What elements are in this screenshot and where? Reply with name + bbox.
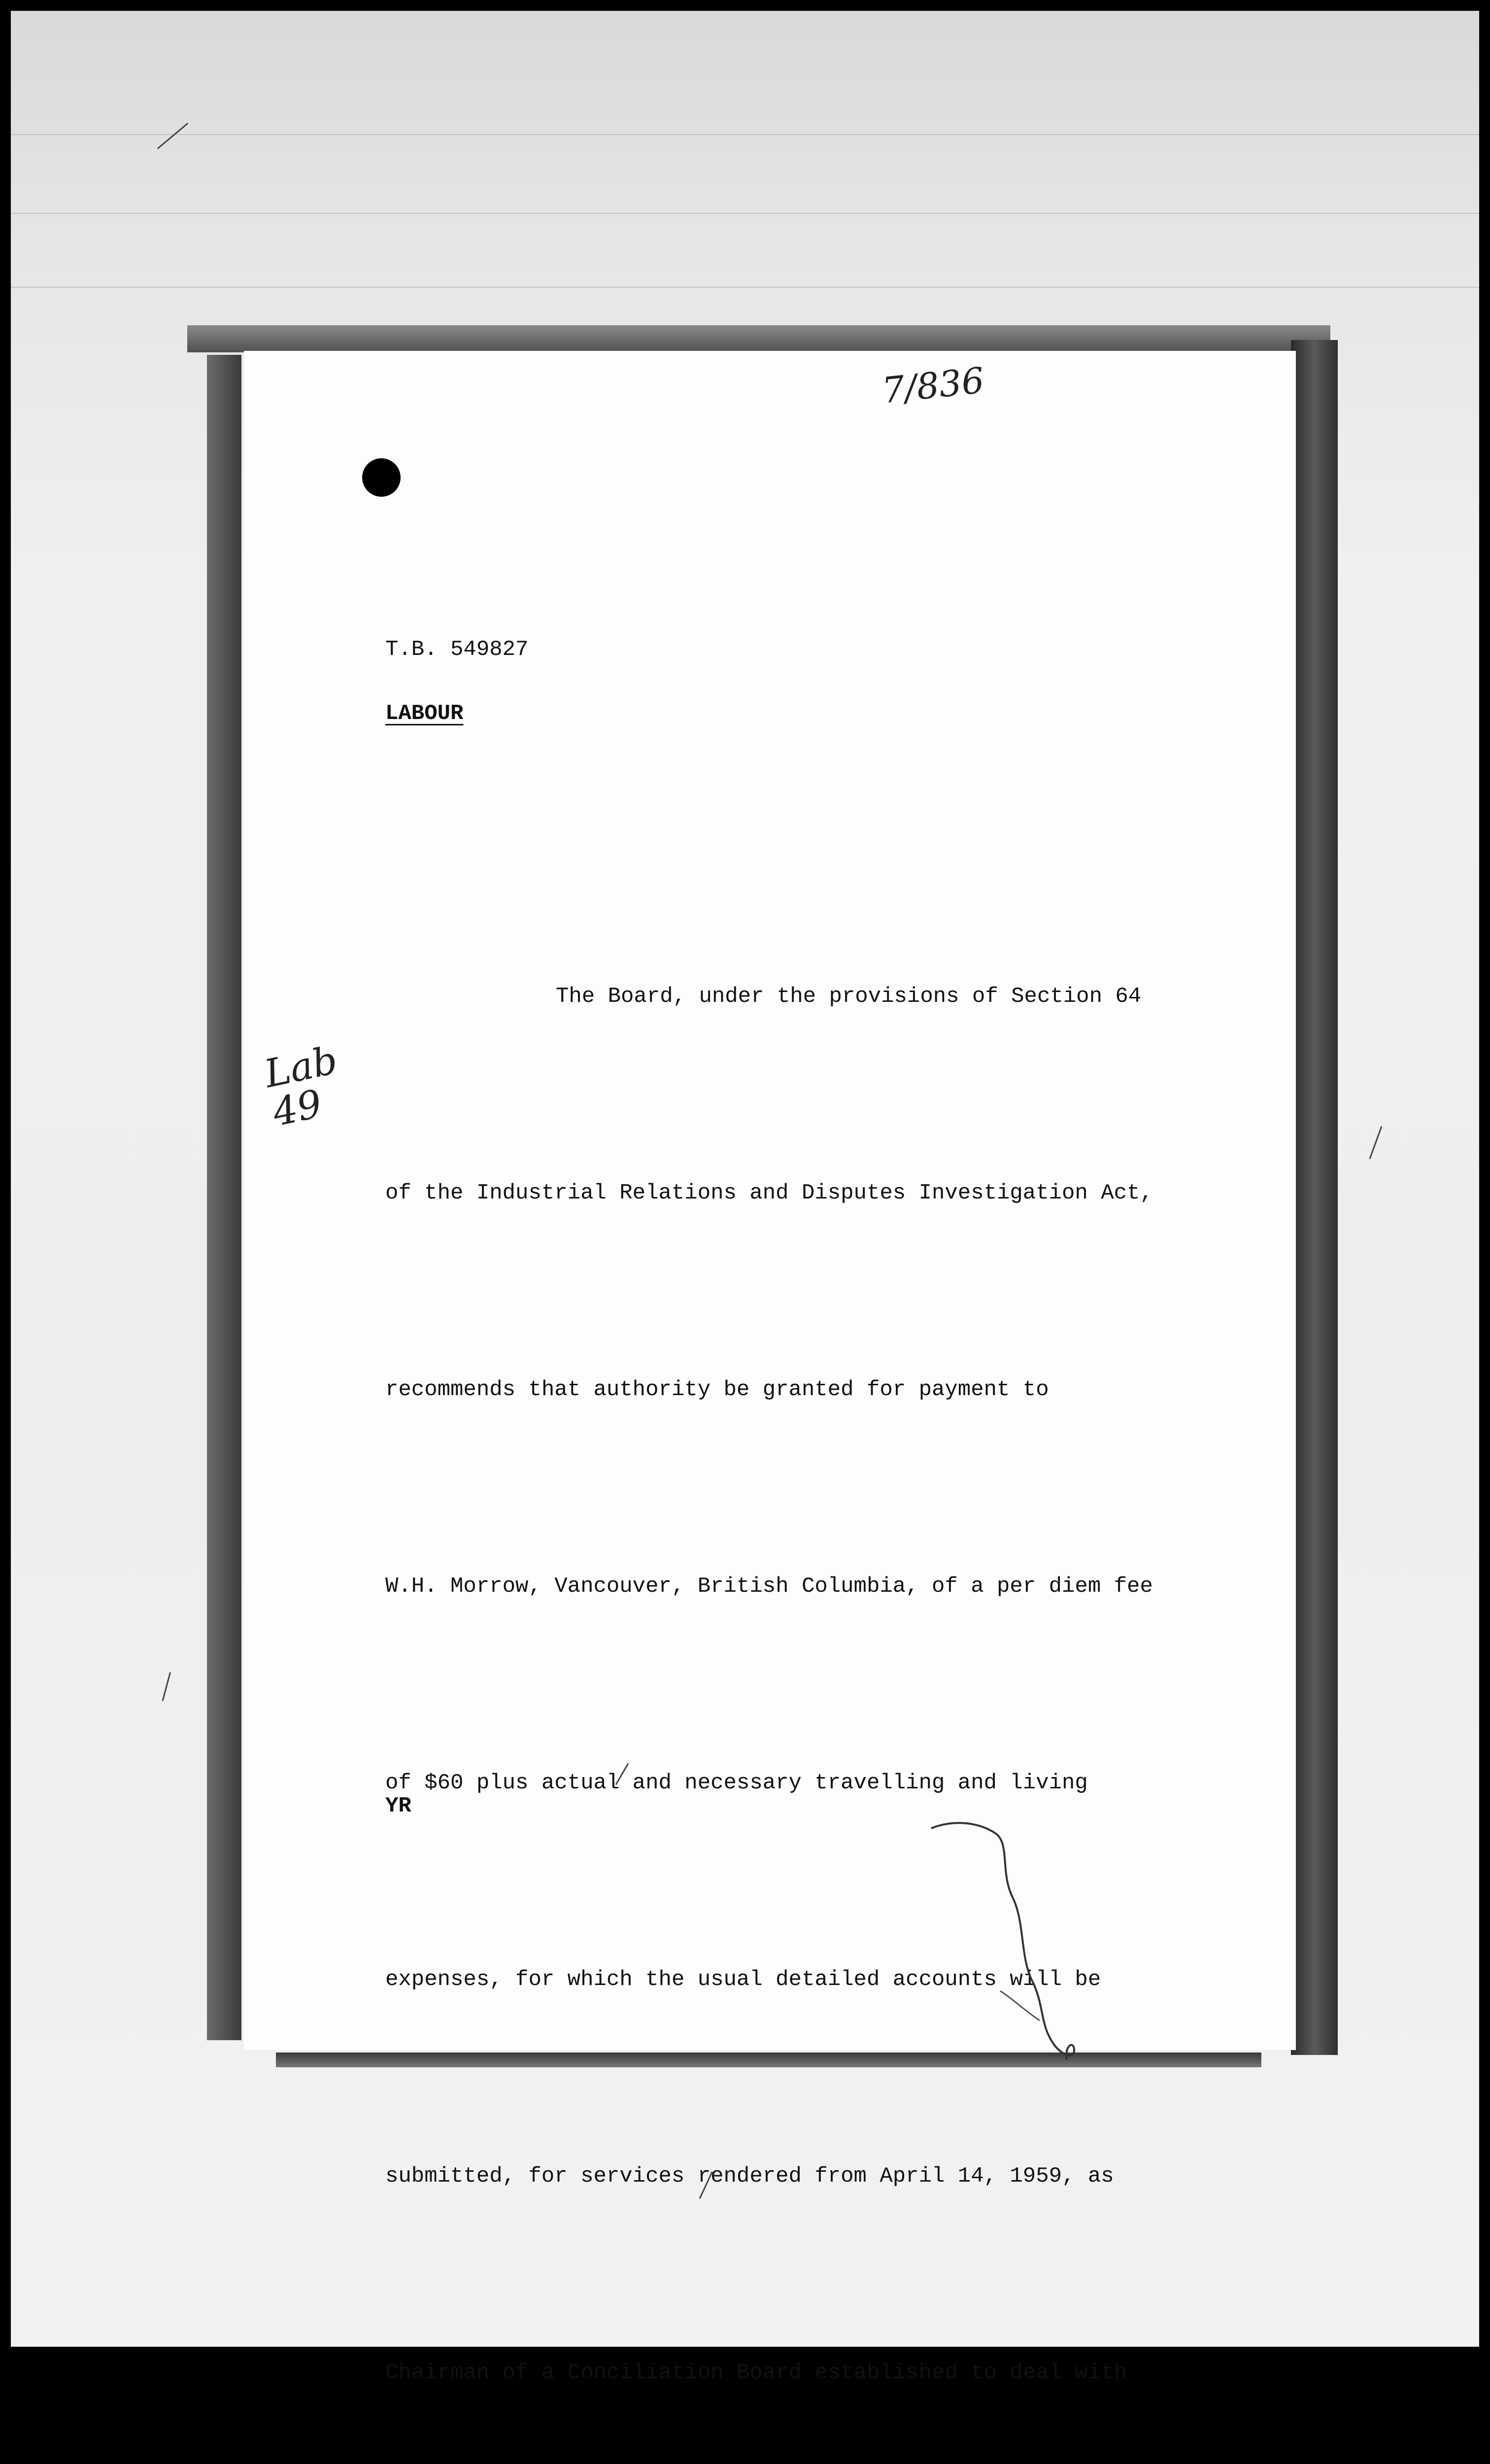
page-shadow-right xyxy=(1291,340,1338,2055)
body-line: recommends that authority be granted for payment to xyxy=(385,1377,1049,1402)
page-shadow-top xyxy=(187,325,1330,352)
body-line: of the Industrial Relations and Disputes Investigation Act, xyxy=(385,1181,1153,1205)
treasury-board-reference: T.B. 549827 xyxy=(385,637,529,662)
handwritten-file-number: 7/836 xyxy=(880,359,986,411)
body-line: W.H. Morrow, Vancouver, British Columbia, of a per diem fee xyxy=(385,1574,1153,1599)
body-line: expenses, for which the usual detailed accounts will be xyxy=(385,1967,1101,1992)
body-line: Chairman of a Conciliation Board established to deal with xyxy=(385,2361,1127,2385)
body-line: submitted, for services rendered from April 14, 1959, as xyxy=(385,2164,1114,2189)
document-body xyxy=(385,833,1179,2464)
body-line: The Board, under the provisions of Section 64 xyxy=(556,984,1142,1009)
document-heading: LABOUR xyxy=(385,701,464,726)
typist-initials: YR xyxy=(385,1794,411,1818)
handwritten-margin-note: Lab 49 xyxy=(260,1038,341,1135)
body-line: of $60 plus actual and necessary travelling and living xyxy=(385,1771,1088,1795)
pen-scribble xyxy=(926,1814,1104,2070)
punch-hole xyxy=(362,458,401,497)
page-shadow-left xyxy=(207,355,241,2040)
